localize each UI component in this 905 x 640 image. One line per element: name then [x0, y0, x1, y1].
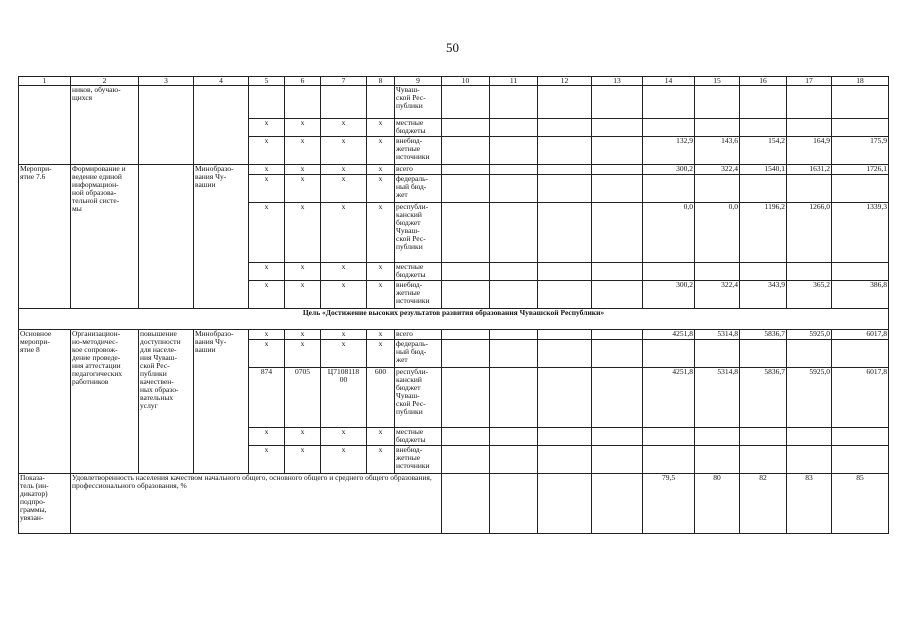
- code-cell: х: [249, 137, 285, 165]
- empty-cell: [538, 263, 592, 281]
- value-cell: [643, 119, 695, 137]
- empty-cell: [490, 203, 538, 263]
- table-row: [19, 165, 889, 175]
- code-cell: х: [321, 175, 367, 203]
- code-cell: х: [249, 119, 285, 137]
- code-cell: х: [285, 330, 321, 340]
- value-cell: 322,4: [695, 281, 740, 309]
- measure-name: Формирование и ведение единой информацион- ной образова- тельной систе- мы: [71, 165, 139, 309]
- column-header: 7: [321, 77, 367, 86]
- value-cell: 154,2: [740, 137, 787, 165]
- indicator-row: [19, 474, 889, 534]
- value-cell: [643, 340, 695, 368]
- empty-cell: [592, 368, 643, 428]
- empty-cell: [490, 368, 538, 428]
- value-cell: [643, 175, 695, 203]
- code-cell: х: [285, 175, 321, 203]
- value-cell: [695, 446, 740, 474]
- value-cell: 1196,2: [740, 203, 787, 263]
- code-cell: х: [321, 203, 367, 263]
- empty-cell: [490, 119, 538, 137]
- code-cell: х: [367, 446, 395, 474]
- code-cell: 874: [249, 368, 285, 428]
- column-header: 18: [832, 77, 889, 86]
- value-cell: 0,0: [643, 203, 695, 263]
- value-cell: 1540,1: [740, 165, 787, 175]
- value-cell: [740, 428, 787, 446]
- value-cell: [643, 86, 695, 119]
- empty-cell: [538, 340, 592, 368]
- empty-cell: [490, 137, 538, 165]
- budget-source: местные бюджеты: [395, 119, 442, 137]
- code-cell: х: [249, 330, 285, 340]
- empty-cell: [442, 86, 490, 119]
- value-cell: [643, 428, 695, 446]
- empty-cell: [538, 119, 592, 137]
- value-cell: 1631,2: [787, 165, 832, 175]
- column-header: 16: [740, 77, 787, 86]
- value-cell: [695, 340, 740, 368]
- code-cell: х: [285, 263, 321, 281]
- value-cell: [740, 175, 787, 203]
- value-cell: [787, 340, 832, 368]
- budget-source: внебюд- жетные источники: [395, 137, 442, 165]
- code-cell: х: [249, 203, 285, 263]
- empty-cell: [592, 330, 643, 340]
- value-cell: 132,9: [643, 137, 695, 165]
- value-cell: [832, 340, 889, 368]
- code-cell: х: [321, 281, 367, 309]
- empty-cell: [490, 474, 538, 534]
- value-cell: [832, 446, 889, 474]
- code-cell: х: [321, 330, 367, 340]
- value-cell: 4251,8: [643, 330, 695, 340]
- value-cell: [740, 340, 787, 368]
- empty-cell: [592, 428, 643, 446]
- code-cell: х: [285, 428, 321, 446]
- empty-cell: [592, 281, 643, 309]
- value-cell: [787, 119, 832, 137]
- code-cell: х: [367, 175, 395, 203]
- empty-cell: [442, 281, 490, 309]
- column-header: 13: [592, 77, 643, 86]
- value-cell: [787, 175, 832, 203]
- code-cell: х: [321, 446, 367, 474]
- value-cell: [740, 263, 787, 281]
- empty-cell: [442, 175, 490, 203]
- value-cell: [695, 86, 740, 119]
- value-cell: 300,2: [643, 281, 695, 309]
- code-cell: х: [249, 175, 285, 203]
- column-header: 2: [71, 77, 139, 86]
- goal-title: Цель «Достижение высоких результатов развития образования Чувашской Республики»: [19, 309, 889, 330]
- value-cell: 6017,8: [832, 330, 889, 340]
- value-cell: 5836,7: [740, 330, 787, 340]
- code-cell: х: [367, 137, 395, 165]
- code-cell: х: [249, 428, 285, 446]
- row-label: Показа- тель (ин- дикатор) подпро- граммы, увязан-: [19, 474, 71, 534]
- empty-cell: [490, 175, 538, 203]
- empty-cell: [442, 263, 490, 281]
- empty-cell: [538, 137, 592, 165]
- value-cell: 4251,8: [643, 368, 695, 428]
- code-cell: 0705: [285, 368, 321, 428]
- measure-name: Организацион- но-методичес- кое сопровож- дение проведе- ния аттестации педагогических работников: [71, 330, 139, 474]
- code-cell: х: [367, 203, 395, 263]
- value-cell: 386,8: [832, 281, 889, 309]
- value-cell: 1726,1: [832, 165, 889, 175]
- budget-source: республи- канский бюджет Чуваш- ской Рес- публики: [395, 368, 442, 428]
- value-cell: 79,5: [643, 474, 695, 534]
- code-cell: х: [285, 281, 321, 309]
- empty-cell: [592, 165, 643, 175]
- empty-cell: [442, 340, 490, 368]
- value-cell: 80: [695, 474, 740, 534]
- value-cell: [832, 263, 889, 281]
- code-cell: х: [321, 165, 367, 175]
- value-cell: [740, 119, 787, 137]
- budget-source: местные бюджеты: [395, 428, 442, 446]
- column-header: 3: [139, 77, 194, 86]
- empty-cell: [442, 137, 490, 165]
- code-cell: х: [285, 165, 321, 175]
- column-header: 15: [695, 77, 740, 86]
- column-header: 8: [367, 77, 395, 86]
- value-cell: 5314,8: [695, 330, 740, 340]
- code-cell: х: [285, 203, 321, 263]
- value-cell: 5925,0: [787, 330, 832, 340]
- code-cell: 600: [367, 368, 395, 428]
- code-cell: х: [285, 137, 321, 165]
- empty-cell: [538, 368, 592, 428]
- indicator-text: Удовлетворенность населения качеством начального общего, основного общего и среднего общего образования, профессионального образования, %: [71, 474, 442, 534]
- empty-cell: [490, 165, 538, 175]
- column-header: 9: [395, 77, 442, 86]
- value-cell: [832, 119, 889, 137]
- value-cell: [832, 428, 889, 446]
- code-cell: х: [321, 340, 367, 368]
- code-cell: х: [367, 263, 395, 281]
- empty-cell: [538, 165, 592, 175]
- value-cell: 5836,7: [740, 368, 787, 428]
- code-cell: х: [367, 330, 395, 340]
- value-cell: [787, 263, 832, 281]
- empty-cell: [442, 428, 490, 446]
- header-row: [19, 77, 889, 86]
- empty-cell: [442, 165, 490, 175]
- code-cell: х: [367, 428, 395, 446]
- column-header: 10: [442, 77, 490, 86]
- code-cell: х: [321, 137, 367, 165]
- budget-source: федераль- ный бюд- жет: [395, 175, 442, 203]
- empty-cell: [490, 446, 538, 474]
- code-cell: х: [321, 119, 367, 137]
- row-label: Меропри- ятие 7.6: [19, 165, 71, 309]
- column-header: 5: [249, 77, 285, 86]
- budget-source: Чуваш- ской Рес- публики: [395, 86, 442, 119]
- empty-cell: [442, 119, 490, 137]
- empty-cell: [490, 340, 538, 368]
- code-cell: х: [367, 165, 395, 175]
- code-cell: х: [249, 165, 285, 175]
- empty-cell: [490, 263, 538, 281]
- value-cell: [643, 446, 695, 474]
- code-cell: [321, 86, 367, 119]
- row-label: Основное меропри- ятие 8: [19, 330, 71, 474]
- budget-source: всего: [395, 330, 442, 340]
- value-cell: 1339,3: [832, 203, 889, 263]
- value-cell: [643, 263, 695, 281]
- code-cell: х: [367, 281, 395, 309]
- table-row: [19, 86, 889, 119]
- column-header: 17: [787, 77, 832, 86]
- empty-cell: [442, 368, 490, 428]
- value-cell: 365,2: [787, 281, 832, 309]
- column-header: 12: [538, 77, 592, 86]
- value-cell: [832, 86, 889, 119]
- column-header: 1: [19, 77, 71, 86]
- empty-cell: [442, 474, 490, 534]
- value-cell: 164,9: [787, 137, 832, 165]
- value-cell: [695, 263, 740, 281]
- value-cell: 5314,8: [695, 368, 740, 428]
- value-cell: 5925,0: [787, 368, 832, 428]
- empty-cell: [592, 86, 643, 119]
- code-cell: х: [321, 263, 367, 281]
- column-header: 11: [490, 77, 538, 86]
- code-cell: х: [285, 340, 321, 368]
- code-cell: х: [285, 119, 321, 137]
- executor-cell: [194, 86, 249, 165]
- budget-source: республи- канский бюджет Чуваш- ской Рес- публики: [395, 203, 442, 263]
- row-label: [19, 86, 71, 165]
- empty-cell: [592, 474, 643, 534]
- code-cell: х: [249, 446, 285, 474]
- value-cell: [787, 428, 832, 446]
- column-header: 6: [285, 77, 321, 86]
- budget-table: [18, 76, 889, 534]
- empty-cell: [442, 446, 490, 474]
- table-row: [19, 330, 889, 340]
- goal-cell: [139, 86, 194, 165]
- value-cell: 322,4: [695, 165, 740, 175]
- value-cell: [695, 428, 740, 446]
- code-cell: [285, 86, 321, 119]
- empty-cell: [538, 281, 592, 309]
- value-cell: [695, 175, 740, 203]
- value-cell: [740, 86, 787, 119]
- executor-cell: Минобразо- вания Чу- вашии: [194, 165, 249, 309]
- value-cell: [832, 175, 889, 203]
- empty-cell: [490, 428, 538, 446]
- empty-cell: [538, 330, 592, 340]
- column-header: 4: [194, 77, 249, 86]
- value-cell: 85: [832, 474, 889, 534]
- code-cell: [367, 86, 395, 119]
- value-cell: 0,0: [695, 203, 740, 263]
- empty-cell: [538, 175, 592, 203]
- value-cell: 343,9: [740, 281, 787, 309]
- budget-source: местные бюджеты: [395, 263, 442, 281]
- budget-source: федераль- ный бюд- жет: [395, 340, 442, 368]
- empty-cell: [538, 428, 592, 446]
- code-cell: х: [367, 340, 395, 368]
- value-cell: [740, 446, 787, 474]
- budget-source: внебюд- жетные источники: [395, 281, 442, 309]
- empty-cell: [538, 203, 592, 263]
- empty-cell: [592, 203, 643, 263]
- value-cell: [695, 119, 740, 137]
- empty-cell: [592, 340, 643, 368]
- goal-row: [19, 309, 889, 330]
- column-header: 14: [643, 77, 695, 86]
- goal-cell: [139, 165, 194, 309]
- empty-cell: [490, 86, 538, 119]
- empty-cell: [592, 263, 643, 281]
- page-number: 50: [446, 40, 459, 55]
- value-cell: [787, 86, 832, 119]
- code-cell: х: [367, 119, 395, 137]
- empty-cell: [592, 175, 643, 203]
- value-cell: 1266,0: [787, 203, 832, 263]
- value-cell: 175,9: [832, 137, 889, 165]
- budget-source: всего: [395, 165, 442, 175]
- measure-name: ников, обучаю- щихся: [71, 86, 139, 165]
- value-cell: 143,6: [695, 137, 740, 165]
- value-cell: 300,2: [643, 165, 695, 175]
- empty-cell: [442, 203, 490, 263]
- empty-cell: [592, 137, 643, 165]
- empty-cell: [538, 86, 592, 119]
- code-cell: х: [249, 263, 285, 281]
- empty-cell: [538, 446, 592, 474]
- empty-cell: [538, 474, 592, 534]
- code-cell: Ц7108118 00: [321, 368, 367, 428]
- goal-cell: повышение доступности для населе- ния Чуваш- ской Рес- публики качествен- ных образо- вательных услуг: [139, 330, 194, 474]
- code-cell: х: [321, 428, 367, 446]
- budget-source: внебюд- жетные источники: [395, 446, 442, 474]
- empty-cell: [592, 119, 643, 137]
- empty-cell: [592, 446, 643, 474]
- value-cell: 82: [740, 474, 787, 534]
- empty-cell: [490, 330, 538, 340]
- code-cell: х: [285, 446, 321, 474]
- empty-cell: [442, 330, 490, 340]
- empty-cell: [490, 281, 538, 309]
- code-cell: х: [249, 281, 285, 309]
- value-cell: 6017,8: [832, 368, 889, 428]
- value-cell: [787, 446, 832, 474]
- code-cell: х: [249, 340, 285, 368]
- executor-cell: Минобразо- вания Чу- вашии: [194, 330, 249, 474]
- code-cell: [249, 86, 285, 119]
- value-cell: 83: [787, 474, 832, 534]
